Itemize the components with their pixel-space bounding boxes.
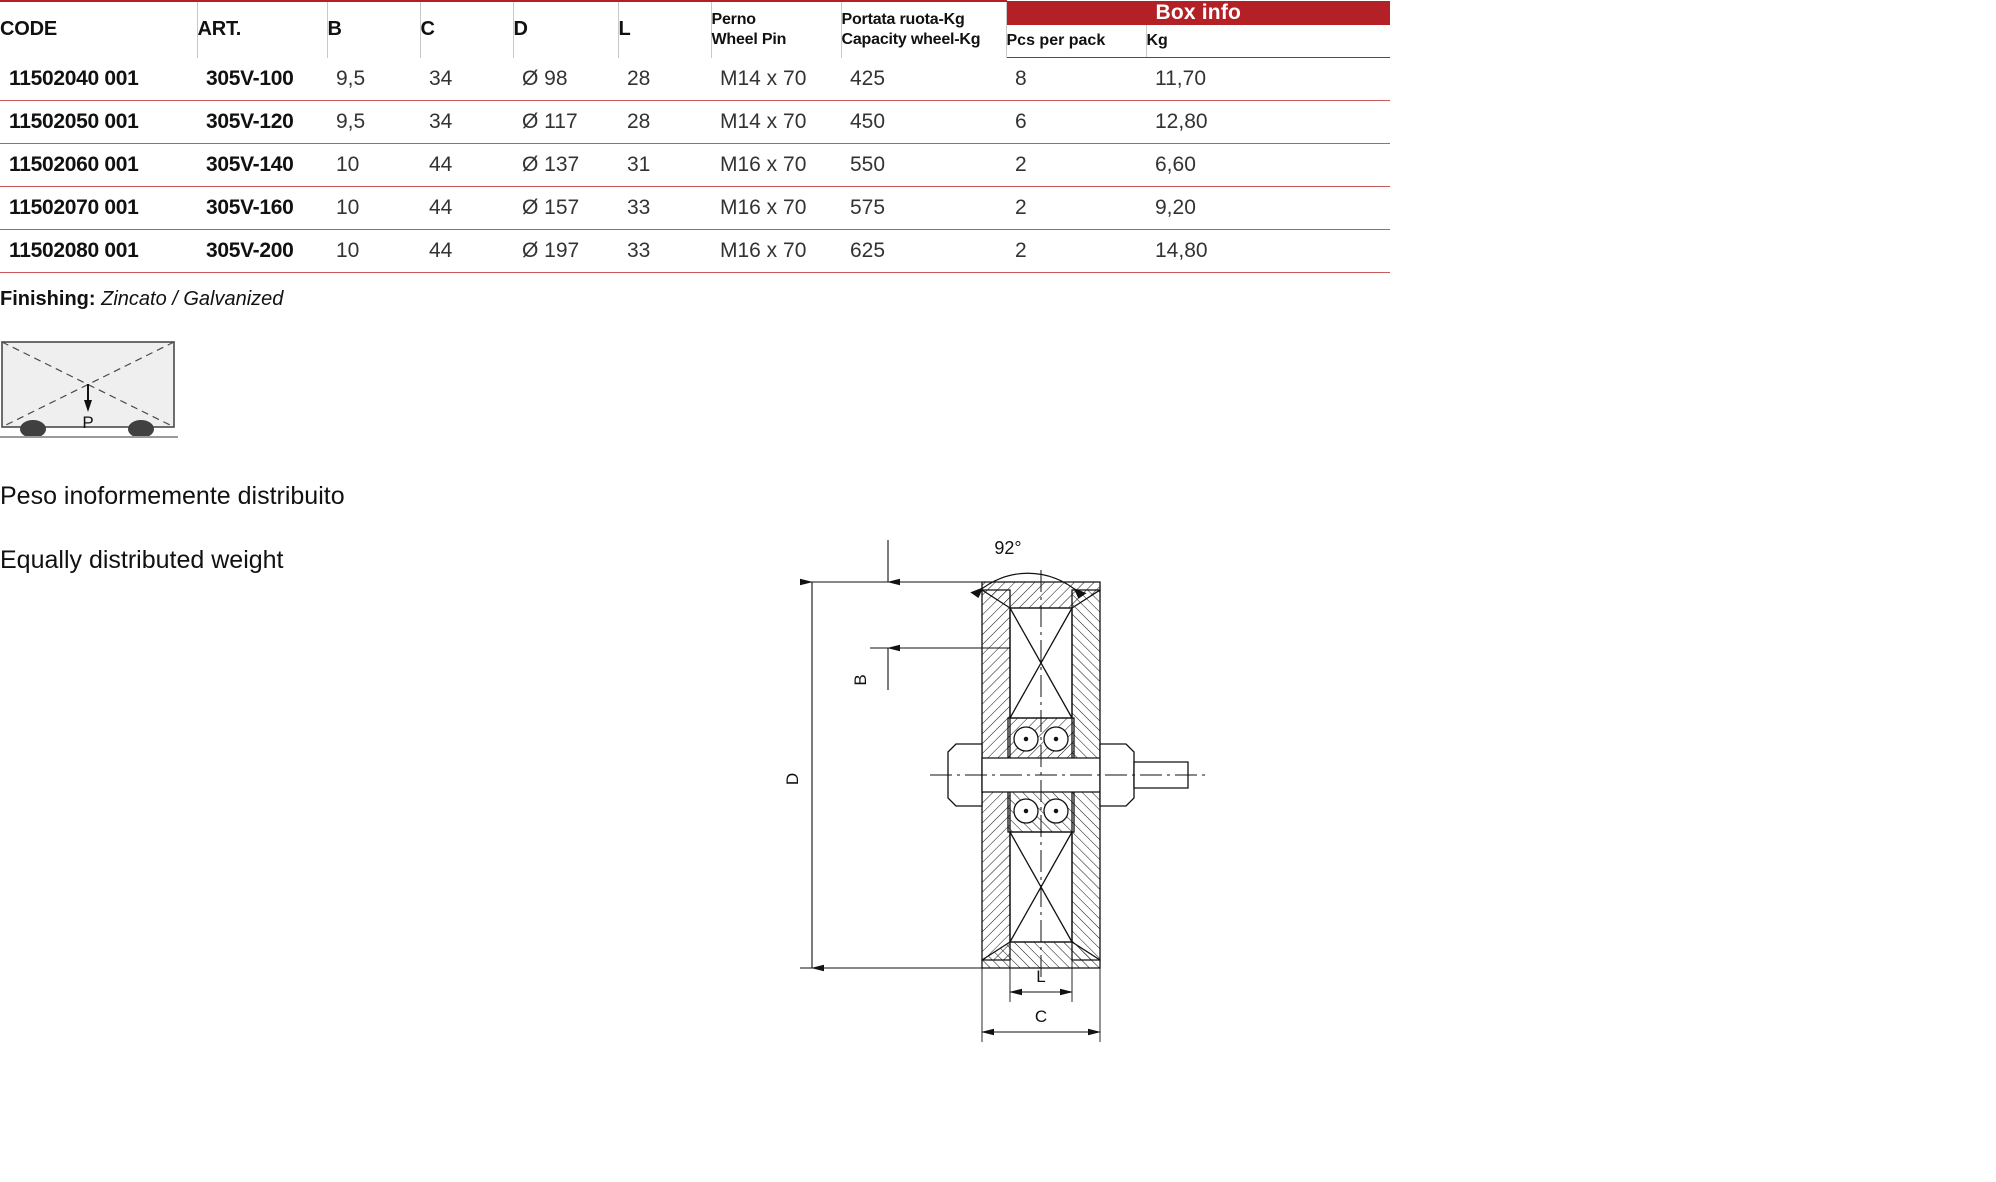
header-l: L	[618, 1, 711, 58]
load-caption-en: Equally distributed weight	[0, 546, 284, 574]
cell-b: 10	[327, 144, 420, 187]
cell-capacity: 450	[841, 101, 1006, 144]
cell-pcs: 8	[1006, 58, 1146, 101]
cell-d: Ø 98	[513, 58, 618, 101]
bearing-ball-upper-left-center	[1024, 737, 1027, 740]
technical-drawing	[760, 530, 1220, 1055]
cell-c: 34	[420, 58, 513, 101]
cell-pin: M16 x 70	[711, 187, 841, 230]
cell-c: 44	[420, 187, 513, 230]
cell-pin: M14 x 70	[711, 101, 841, 144]
cell-d: Ø 197	[513, 230, 618, 273]
header-art: ART.	[197, 1, 327, 58]
cell-l: 28	[618, 58, 711, 101]
cell-capacity: 575	[841, 187, 1006, 230]
cell-d: Ø 137	[513, 144, 618, 187]
cell-c: 44	[420, 144, 513, 187]
cell-art: 305V-200	[197, 230, 327, 273]
cell-pcs: 2	[1006, 144, 1146, 187]
cell-capacity: 425	[841, 58, 1006, 101]
cell-kg: 9,20	[1146, 187, 1390, 230]
cell-code: 11502060 001	[0, 144, 197, 187]
table-row	[0, 101, 1390, 144]
load-caption-it: Peso inoformemente distribuito	[0, 482, 345, 510]
finishing-label: Finishing:	[0, 288, 96, 310]
table-body	[0, 58, 1390, 273]
header-code: CODE	[0, 1, 197, 58]
cell-l: 28	[618, 101, 711, 144]
cell-pcs: 2	[1006, 230, 1146, 273]
cell-b: 10	[327, 230, 420, 273]
cell-art: 305V-160	[197, 187, 327, 230]
specification-table	[0, 0, 1390, 273]
force-label: P	[82, 413, 94, 432]
dim-label-c: C	[1034, 1007, 1048, 1026]
cell-code: 11502050 001	[0, 101, 197, 144]
header-c: C	[420, 1, 513, 58]
finishing-line	[0, 288, 283, 311]
cell-kg: 12,80	[1146, 101, 1390, 144]
cell-code: 11502040 001	[0, 58, 197, 101]
cell-b: 10	[327, 187, 420, 230]
cell-pin: M14 x 70	[711, 58, 841, 101]
cell-capacity: 550	[841, 144, 1006, 187]
load-diagram-caption	[0, 448, 345, 608]
angle-label: 92°	[994, 538, 1022, 558]
cell-capacity: 625	[841, 230, 1006, 273]
cell-d: Ø 117	[513, 101, 618, 144]
cell-c: 34	[420, 101, 513, 144]
header-box-info: Box info	[1006, 1, 1390, 25]
cell-pcs: 2	[1006, 187, 1146, 230]
cell-b: 9,5	[327, 101, 420, 144]
finishing-value: Zincato / Galvanized	[101, 288, 284, 310]
header-capacity-en: Capacity wheel-Kg	[841, 30, 981, 48]
cell-c: 44	[420, 230, 513, 273]
table-row	[0, 187, 1390, 230]
header-wheel-pin	[711, 1, 841, 58]
dim-label-l: L	[1036, 967, 1046, 986]
cell-code: 11502080 001	[0, 230, 197, 273]
load-distribution-diagram	[0, 340, 200, 455]
bearing-ball-upper-right-center	[1054, 737, 1057, 740]
header-wheel-pin-en: Wheel Pin	[711, 30, 787, 48]
cell-kg: 6,60	[1146, 144, 1390, 187]
cell-l: 31	[618, 144, 711, 187]
cell-kg: 14,80	[1146, 230, 1390, 273]
cell-art: 305V-120	[197, 101, 327, 144]
load-wheel-left-icon	[20, 420, 46, 438]
table-row	[0, 230, 1390, 273]
header-d: D	[513, 1, 618, 58]
load-wheel-right-icon	[128, 420, 154, 438]
bearing-ball-lower-left-center	[1024, 809, 1027, 812]
header-b: B	[327, 1, 420, 58]
header-wheel-pin-it: Perno	[711, 11, 756, 29]
cell-pin: M16 x 70	[711, 230, 841, 273]
table-row	[0, 58, 1390, 101]
header-capacity-it: Portata ruota-Kg	[841, 11, 965, 29]
load-diagram-svg	[0, 340, 200, 450]
header-capacity	[841, 1, 1006, 58]
spec-table-container	[0, 0, 1390, 273]
header-pcs-per-pack: Pcs per pack	[1006, 25, 1146, 58]
dim-label-d: D	[783, 772, 802, 786]
cell-pin: M16 x 70	[711, 144, 841, 187]
cell-art: 305V-140	[197, 144, 327, 187]
cell-code: 11502070 001	[0, 187, 197, 230]
wheel-cross-section-svg	[760, 530, 1220, 1050]
header-kg: Kg	[1146, 25, 1390, 58]
dim-label-b: B	[851, 674, 870, 686]
cell-kg: 11,70	[1146, 58, 1390, 101]
bearing-ball-lower-right-center	[1054, 809, 1057, 812]
cell-art: 305V-100	[197, 58, 327, 101]
cell-l: 33	[618, 187, 711, 230]
cell-b: 9,5	[327, 58, 420, 101]
cell-pcs: 6	[1006, 101, 1146, 144]
table-row	[0, 144, 1390, 187]
cell-d: Ø 157	[513, 187, 618, 230]
cell-l: 33	[618, 230, 711, 273]
table-header-top-row	[0, 1, 1390, 25]
